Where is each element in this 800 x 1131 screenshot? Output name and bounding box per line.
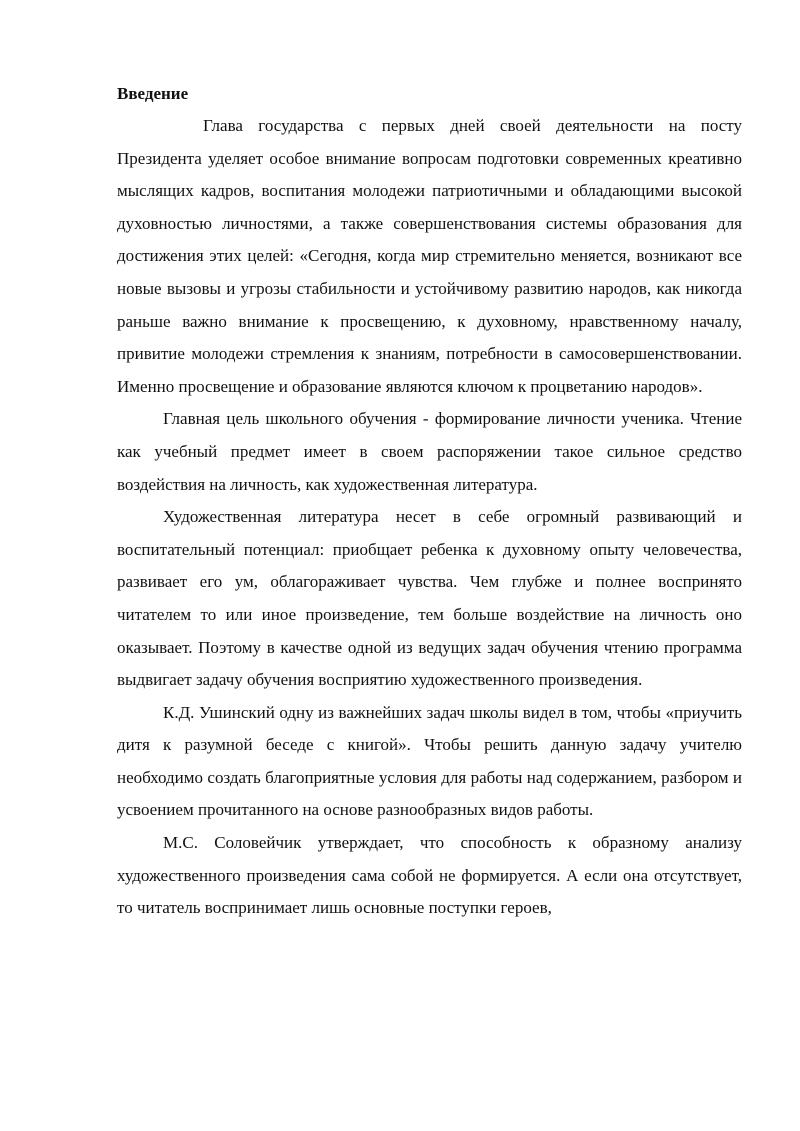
paragraph-2: Главная цель школьного обучения - формирование личности ученика. Чтение как учебный предмет имеет в своем распоряжении такое сильное средство воздействия на личность, как художественная литература.: [117, 409, 742, 494]
paragraph-1: Глава государства с первых дней своей деятельности на посту Президента уделяет особое внимание вопросам подготовки современных креативно мыслящих кадров, воспитания молодежи патриотичными и обладающими высокой духовностью личностями, а также совершенствования системы образования для достижения этих целей: «Сегодня, когда мир стремительно меняется, возникают все новые вызовы и угрозы стабильности и устойчивому развитию народов, как никогда раньше важно внимание к просвещению, к духовному, нравственному началу, привитие молодежи стремления к знаниям, потребности в самосовершенствовании. Именно просвещение и образование являются ключом к процветанию народов».: [117, 116, 742, 396]
paragraph-3: Художественная литература несет в себе огромный развивающий и воспитательный потенциал: приобщает ребенка к духовному опыту человечества, развивает его ум, облагораживает чувства. Чем глубже и полнее воспринято читателем то или иное произведение, тем больше воздействие на личность оно оказывает. Поэтому в качестве одной из ведущих задач обучения чтению программа выдвигает задачу обучения восприятию художественного произведения.: [117, 507, 742, 690]
section-heading: Введение: [117, 84, 189, 103]
paragraph-5: М.С. Соловейчик утверждает, что способность к образному анализу художественного произведения сама собой не формируется. А если она отсутствует, то читатель воспринимает лишь основные поступки героев,: [117, 833, 742, 918]
document-body: [117, 78, 742, 925]
paragraph-4: К.Д. Ушинский одну из важнейших задач школы видел в том, чтобы «приучить дитя к разумной беседе с книгой». Чтобы решить данную задачу учителю необходимо создать благоприятные условия для работы над содержанием, разбором и усвоением прочитанного на основе разнообразных видов работы.: [117, 702, 742, 820]
